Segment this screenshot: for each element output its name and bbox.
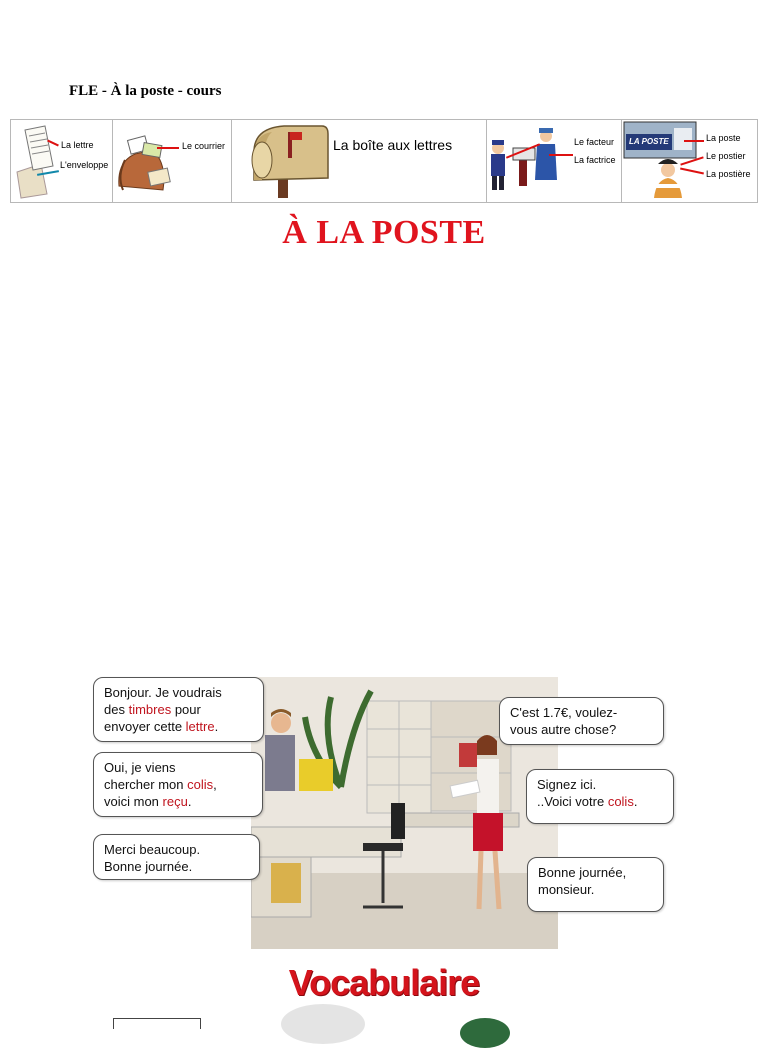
text: des	[104, 702, 129, 717]
bubble-line	[104, 759, 252, 776]
bottom-image-green	[460, 1018, 510, 1048]
post-office-sign: LA POSTE	[629, 137, 669, 146]
bubble-line	[104, 701, 253, 718]
vocab-cell-facteur	[487, 120, 622, 202]
text: envoyer cette	[104, 719, 186, 734]
label-la-postiere: La postière	[706, 169, 751, 179]
bottom-image-circle	[281, 1004, 365, 1044]
arrow-red	[684, 140, 704, 142]
label-le-postier: Le postier	[706, 151, 746, 161]
bubble-line	[538, 864, 653, 881]
speech-bubble-clerk-3	[527, 857, 664, 912]
label-le-facteur: Le facteur	[574, 137, 615, 147]
bubble-line	[510, 704, 653, 721]
text: .	[214, 719, 219, 734]
label-le-courrier: Le courrier	[182, 141, 226, 151]
arrow-red	[549, 154, 573, 156]
text: .	[187, 794, 192, 809]
text: voici mon	[104, 794, 163, 809]
text: ..Voici votre	[537, 794, 608, 809]
text: ,	[213, 777, 217, 792]
section-title-vocabulaire: Vocabulaire	[288, 962, 480, 1003]
bubble-line	[104, 718, 253, 735]
bubble-line	[104, 776, 252, 793]
bubble-line	[538, 881, 653, 898]
text: Bonjour. Je voudrais	[104, 685, 222, 700]
bubble-line	[104, 793, 252, 810]
text: Oui, je viens	[104, 760, 176, 775]
label-la-lettre: La lettre	[61, 140, 94, 150]
label-la-poste: La poste	[706, 133, 741, 143]
text: C'est 1.7€, voulez-	[510, 705, 618, 720]
document-header: FLE - À la poste - cours	[69, 83, 222, 99]
highlight-word: colis	[187, 777, 214, 792]
highlight-word: timbres	[128, 702, 172, 717]
label-la-factrice: La factrice	[574, 155, 616, 165]
speech-bubble-customer-3	[93, 834, 260, 880]
main-title: À LA POSTE	[282, 214, 486, 251]
bubble-line	[104, 858, 249, 875]
speech-bubble-customer-1	[93, 677, 264, 742]
bubble-line	[537, 776, 663, 793]
vocab-cell-boite	[232, 120, 487, 202]
speech-bubble-customer-2	[93, 752, 263, 817]
vocab-cell-courrier	[113, 120, 232, 202]
text: Merci beaucoup.	[104, 842, 201, 857]
speech-bubble-clerk-1	[499, 697, 664, 745]
bubble-line	[104, 684, 253, 701]
text: .	[633, 794, 638, 809]
text: monsieur.	[538, 882, 595, 897]
bubble-line	[510, 721, 653, 738]
mailbox-icon	[232, 120, 485, 200]
text: pour	[171, 702, 201, 717]
text: chercher mon	[104, 777, 188, 792]
bubble-line	[537, 793, 663, 810]
mail-bag-icon	[113, 120, 230, 200]
label-boite-aux-lettres: La boîte aux lettres	[333, 137, 453, 153]
speech-bubble-clerk-2	[526, 769, 674, 824]
bubble-line	[104, 841, 249, 858]
highlight-word: colis	[607, 794, 634, 809]
vocab-cell-poste	[622, 120, 758, 202]
arrow-red	[157, 147, 179, 149]
highlight-word: reçu	[162, 794, 188, 809]
text: vous autre chose?	[510, 722, 617, 737]
label-lenveloppe: L'enveloppe	[60, 160, 109, 170]
text: Signez ici.	[537, 777, 597, 792]
text: Bonne journée.	[104, 859, 193, 874]
highlight-word: lettre	[185, 719, 215, 734]
vocab-cell-lettre	[10, 120, 113, 202]
text: Bonne journée,	[538, 865, 627, 880]
vocabulary-strip	[10, 119, 758, 203]
